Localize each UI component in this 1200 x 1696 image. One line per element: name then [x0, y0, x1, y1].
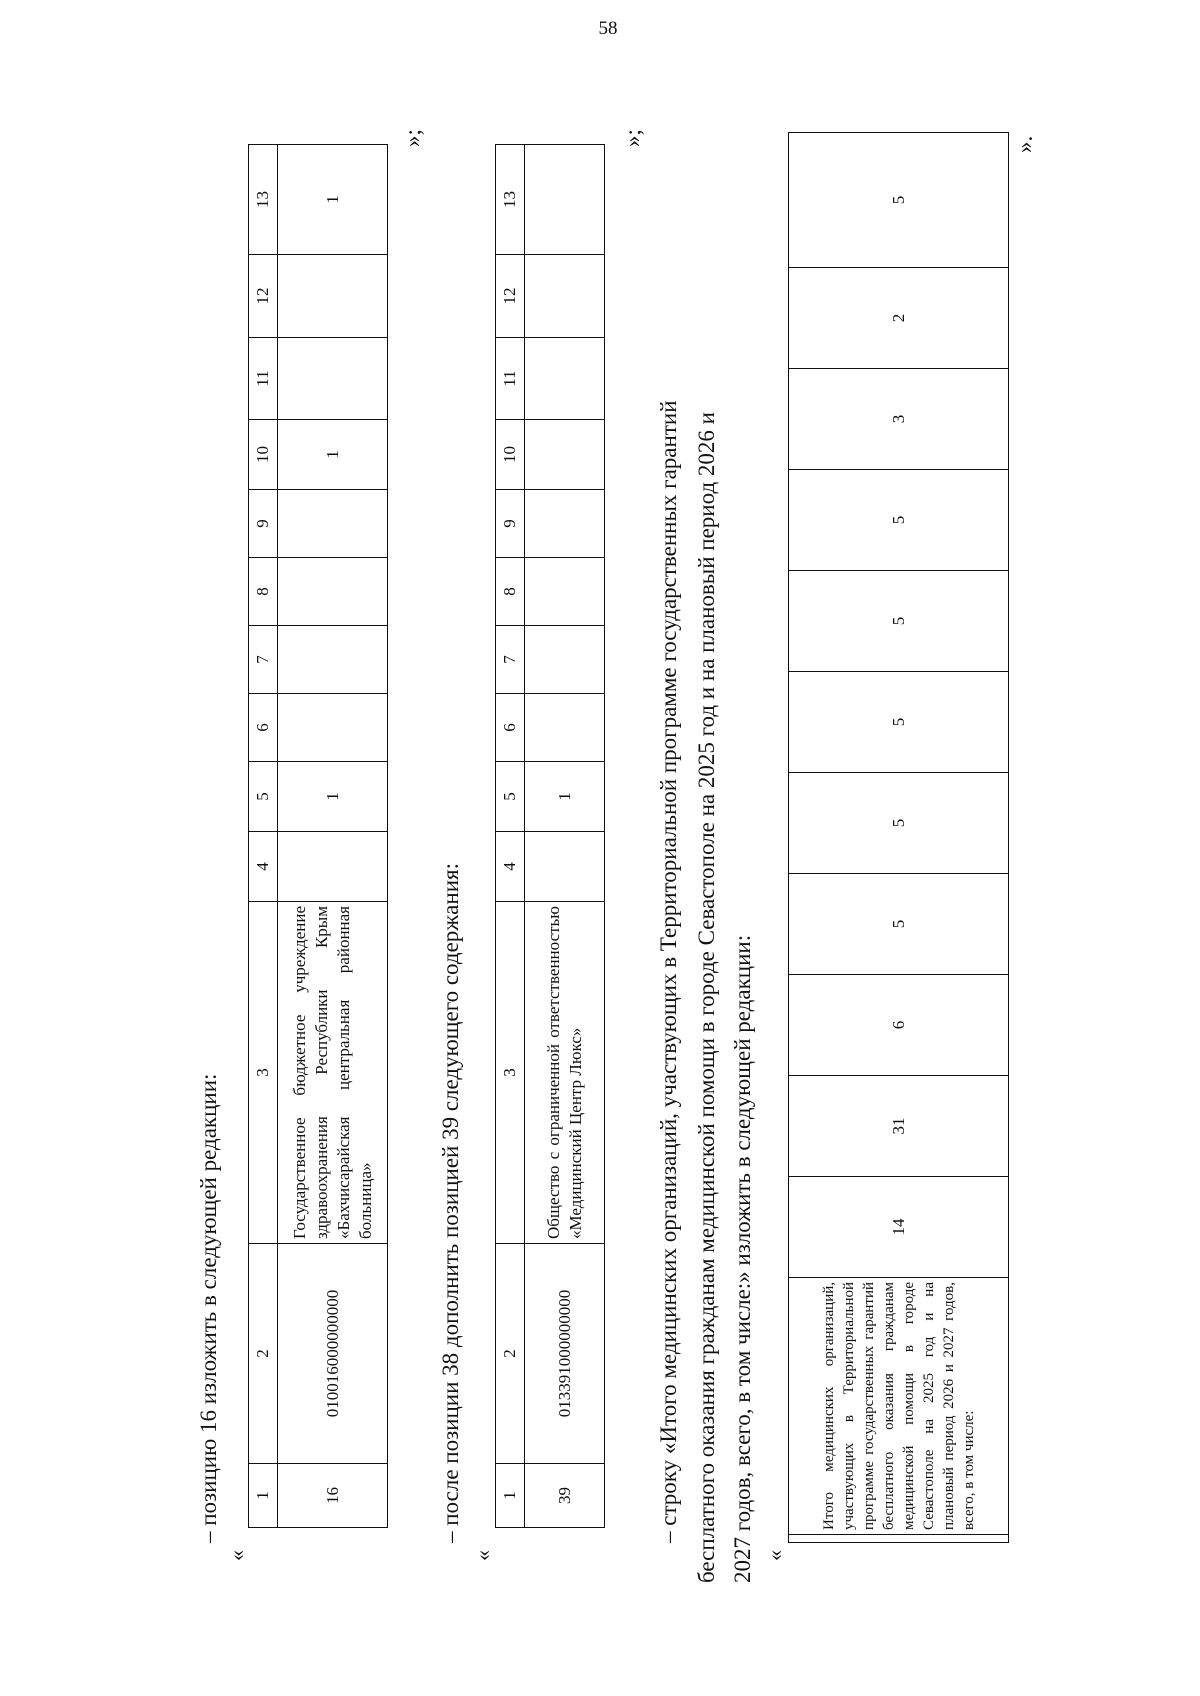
table-cell: 1 [278, 145, 388, 255]
header-cell: 11 [249, 338, 278, 420]
table-cell [278, 558, 388, 626]
table-cell: 5 [789, 571, 1009, 672]
table-cell: 3 [789, 369, 1009, 470]
table-row [278, 145, 388, 1528]
section2-intro: – после позиции 38 дополнить позицией 39 следующего содержания: [438, 863, 463, 1543]
table-cell: 5 [789, 133, 1009, 268]
table-cell: 5 [789, 672, 1009, 773]
header-cell: 9 [249, 490, 278, 558]
rotated-page-content [188, 87, 1047, 1583]
header-cell: 3 [249, 902, 278, 1244]
table-header-row [496, 145, 525, 1528]
section3-intro-line1: – строку «Итого медицинских организаций, участвующих в Территориальной программе государственных гарантий [656, 400, 681, 1543]
table-cell [525, 832, 605, 902]
header-cell: 2 [496, 1244, 525, 1464]
table-cell: 6 [789, 975, 1009, 1076]
section2-table [495, 144, 605, 1528]
header-cell: 3 [496, 902, 525, 1244]
table-cell [525, 558, 605, 626]
header-cell: 5 [249, 762, 278, 832]
table-cell [278, 694, 388, 762]
table-cell [525, 145, 605, 255]
header-cell: 2 [249, 1244, 278, 1464]
table-cell: 1 [278, 762, 388, 832]
header-cell: 13 [496, 145, 525, 255]
organization-name-cell: Общество с ограниченной ответственностью «Медицинский Центр Люкс» [525, 902, 605, 1244]
section3-table [788, 132, 1009, 1543]
table-cell: 1 [278, 420, 388, 490]
section3-intro-line2: бесплатного оказания гражданам медицинской помощи в городе Севастополе на 2025 год и на плановый период 2026 и [694, 412, 719, 1583]
table-cell: 5 [789, 773, 1009, 874]
section2-close: »; [620, 129, 645, 147]
section3-close: ». [1012, 135, 1037, 153]
page-number: 58 [598, 18, 618, 39]
header-cell: 9 [496, 490, 525, 558]
table-cell: 31 [789, 1076, 1009, 1177]
table-cell [525, 338, 605, 420]
table-cell: 14 [789, 1177, 1009, 1278]
table-cell [525, 626, 605, 694]
header-cell: 4 [249, 832, 278, 902]
header-cell: 1 [249, 1464, 278, 1528]
table-cell: 013391000000000 [525, 1244, 605, 1464]
header-cell: 12 [496, 255, 525, 338]
table-cell: 1 [525, 762, 605, 832]
header-cell: 5 [496, 762, 525, 832]
table-cell [525, 490, 605, 558]
table-cell: 16 [278, 1464, 388, 1528]
table-cell: 010016000000000 [278, 1244, 388, 1464]
section1-open-quote: « [224, 1550, 249, 1561]
table-cell [278, 626, 388, 694]
section1-intro: – позицию 16 изложить в следующей редакции: [196, 1073, 221, 1543]
header-cell: 11 [496, 338, 525, 420]
header-cell: 6 [249, 694, 278, 762]
header-cell: 1 [496, 1464, 525, 1528]
table-cell [525, 420, 605, 490]
section1-close: »; [400, 129, 425, 147]
header-cell: 7 [249, 626, 278, 694]
table-cell [278, 255, 388, 338]
section2-open-quote: « [470, 1550, 495, 1561]
header-cell: 10 [496, 420, 525, 490]
table-row [789, 133, 1009, 1543]
header-cell: 4 [496, 832, 525, 902]
table-cell [278, 832, 388, 902]
table-row [525, 145, 605, 1528]
table-cell: 5 [789, 874, 1009, 975]
table-cell [525, 255, 605, 338]
header-cell: 13 [249, 145, 278, 255]
header-cell: 7 [496, 626, 525, 694]
table-cell [278, 490, 388, 558]
table-cell [525, 694, 605, 762]
header-cell: 8 [249, 558, 278, 626]
table-cell: 39 [525, 1464, 605, 1528]
total-label-cell: Итого медицинских организаций, участвующих в Территориальной программе государственных гарантий бесплатного оказания гражданам медицинской помощи в городе Севастополе на 2025 год и на плановый период 2026 и 2027 годов, всего, в том числе: [789, 1278, 1009, 1535]
header-cell: 10 [249, 420, 278, 490]
header-cell: 12 [249, 255, 278, 338]
section3-open-quote: « [762, 1550, 787, 1561]
header-cell: 6 [496, 694, 525, 762]
header-cell: 8 [496, 558, 525, 626]
organization-name-cell: Государственное бюджетное учреждение здравоохранения Республики Крым «Бахчисарайская центральная районная больница» [278, 902, 388, 1244]
table-cell: 5 [789, 470, 1009, 571]
section1-table [248, 144, 388, 1528]
table-header-row [249, 145, 278, 1528]
table-cell [789, 1535, 1009, 1543]
section3-intro-line3: 2027 годов, всего, в том числе:» изложить в следующей редакции: [730, 934, 755, 1583]
table-cell: 2 [789, 268, 1009, 369]
table-cell [278, 338, 388, 420]
